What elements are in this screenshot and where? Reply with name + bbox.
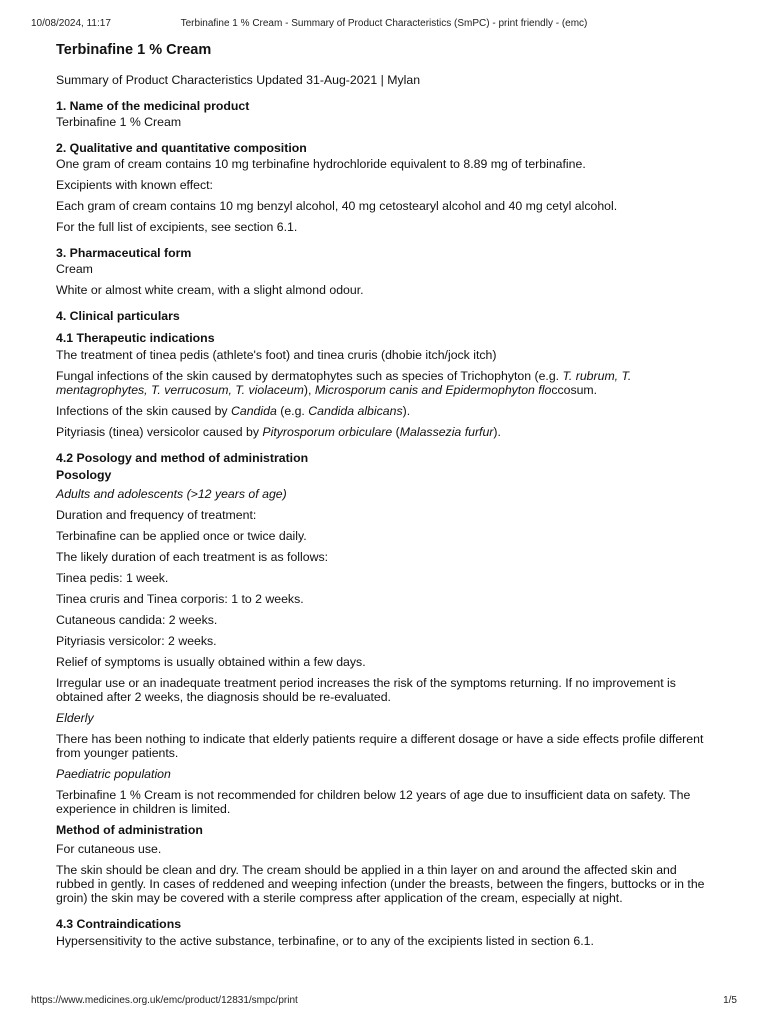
document-title: Terbinafine 1 % Cream (56, 42, 212, 58)
section-4-2-paragraph: For cutaneous use. (56, 842, 162, 856)
section-4-2-paragraph: Pityriasis versicolor: 2 weeks. (56, 634, 217, 648)
section-4-2-paragraph: The skin should be clean and dry. The cream should be applied in a thin layer on and around the affected skin and rubbed in gently. In cases of reddened and weeping infection (under the breasts, between the fingers, buttocks or in the groin) the skin may be covered with a sterile compress after application of the cream, especially at night. (56, 863, 705, 905)
section-2-paragraph: One gram of cream contains 10 mg terbinafine hydrochloride equivalent to 8.89 mg of terbinafine. (56, 157, 586, 171)
print-url: https://www.medicines.org.uk/emc/product/12831/smpc/print (31, 995, 298, 1006)
section-4-1-heading: 4.1 Therapeutic indications (56, 331, 215, 345)
text-run: Pityriasis (tinea) versicolor caused by (56, 425, 263, 439)
section-2-heading: 2. Qualitative and quantitative composition (56, 141, 307, 155)
section-4-3-paragraph: Hypersensitivity to the active substance, terbinafine, or to any of the excipients listed in section 6.1. (56, 934, 594, 948)
text-run: Fungal infections of the skin caused by dermatophytes such as species of Trichophyton (e.g. (56, 369, 563, 383)
text-run-italic: Pityrosporum orbiculare (262, 425, 393, 439)
text-run: ccosum. (551, 383, 598, 397)
print-footer (31, 994, 737, 1008)
section-4-2-paragraph: Duration and frequency of treatment: (56, 508, 257, 522)
section-4-2-paragraph: Cutaneous candida: 2 weeks. (56, 613, 218, 627)
text-run: ). (493, 425, 501, 439)
section-3-paragraph: Cream (56, 262, 93, 276)
text-run: ). (402, 404, 411, 418)
adults-subheading: Adults and adolescents (>12 years of age) (56, 487, 287, 501)
section-4-2-paragraph: Tinea pedis: 1 week. (56, 571, 169, 585)
section-4-1-paragraph (56, 404, 718, 418)
paediatric-subheading: Paediatric population (56, 767, 171, 781)
page-number: 1/5 (723, 995, 737, 1006)
document-content (56, 41, 718, 955)
section-4-2-paragraph: Irregular use or an inadequate treatment period increases the risk of the symptoms returning. If no improvement is obtained after 2 weeks, the diagnosis should be re-evaluated. (56, 676, 676, 704)
text-run-italic: Candida albicans (308, 404, 403, 418)
section-4-2-heading: 4.2 Posology and method of administration (56, 451, 309, 465)
text-run-italic: Microsporum canis and Epidermophyton flo (314, 383, 552, 397)
method-heading: Method of administration (56, 823, 203, 837)
section-3-paragraph: White or almost white cream, with a slight almond odour. (56, 283, 364, 297)
section-4-3-heading: 4.3 Contraindications (56, 917, 182, 931)
section-4-2-paragraph: The likely duration of each treatment is as follows: (56, 550, 329, 564)
elderly-subheading: Elderly (56, 711, 94, 725)
text-run: (e.g. (276, 404, 309, 418)
section-4-2-paragraph: Terbinafine can be applied once or twice daily. (56, 529, 307, 543)
print-page-title: Terbinafine 1 % Cream - Summary of Product Characteristics (SmPC) - print friendly - (emc) (180, 18, 588, 29)
text-run: ), (303, 383, 315, 397)
section-2-paragraph: Each gram of cream contains 10 mg benzyl alcohol, 40 mg cetostearyl alcohol and 40 mg cetyl alcohol. (56, 199, 618, 213)
section-4-1-paragraph (56, 425, 718, 439)
section-4-2-paragraph: Relief of symptoms is usually obtained within a few days. (56, 655, 366, 669)
section-4-heading: 4. Clinical particulars (56, 309, 180, 323)
section-1-heading: 1. Name of the medicinal product (56, 99, 250, 113)
section-4-1-paragraph: The treatment of tinea pedis (athlete's foot) and tinea cruris (dhobie itch/jock itch) (56, 348, 497, 362)
section-3-heading: 3. Pharmaceutical form (56, 246, 192, 260)
section-4-2-paragraph: Terbinafine 1 % Cream is not recommended for children below 12 years of age due to insufficient data on safety. The experience in children is limited. (56, 788, 691, 816)
text-run: ( (392, 425, 400, 439)
section-1-text: Terbinafine 1 % Cream (56, 115, 182, 129)
posology-heading: Posology (56, 468, 112, 482)
text-run: Infections of the skin caused by (56, 404, 231, 418)
text-run-italic: T. rubrum, T. mentagrophytes, T. verrucosum, T. violaceum (56, 369, 632, 397)
text-run-italic: Malassezia furfur (399, 425, 494, 439)
section-4-1-paragraph (56, 369, 718, 397)
print-header (31, 17, 737, 31)
section-4-2-paragraph: There has been nothing to indicate that elderly patients require a different dosage or have a side effects profile different from younger patients. (56, 732, 704, 760)
section-2-paragraph: For the full list of excipients, see section 6.1. (56, 220, 298, 234)
text-run-italic: Candida (231, 404, 277, 418)
print-timestamp: 10/08/2024, 11:17 (31, 18, 111, 29)
section-2-paragraph: Excipients with known effect: (56, 178, 213, 192)
section-4-2-paragraph: Tinea cruris and Tinea corporis: 1 to 2 weeks. (56, 592, 304, 606)
document-subtitle: Summary of Product Characteristics Updated 31-Aug-2021 | Mylan (56, 73, 421, 87)
